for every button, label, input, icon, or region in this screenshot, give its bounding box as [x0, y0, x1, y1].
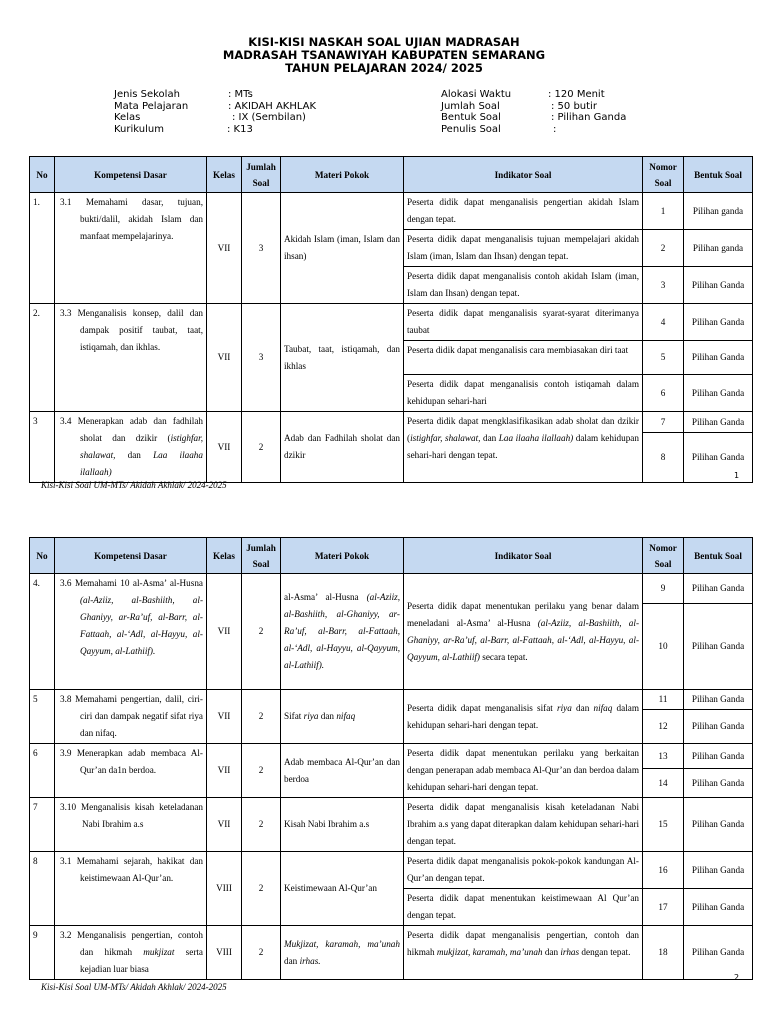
cell-indikator: Peserta didik dapat menentukan perilaku yang berkaitan dengan penerapan adab membaca Al-Qur’an dan berdoa dalam kehidupan sehari-hari dengan tepat. — [404, 744, 643, 798]
ind-italic: nifaq — [593, 702, 613, 713]
cell-nomor: 12 — [643, 710, 684, 744]
meta-value: : MTs — [228, 89, 253, 100]
meta-label: Bentuk Soal — [441, 112, 501, 123]
cell-kd — [55, 744, 207, 798]
cell-kelas: VII — [207, 690, 242, 744]
cell-nomor: 6 — [643, 375, 684, 412]
col-header-nomor — [643, 538, 684, 574]
meta-value: : IX (Sembilan) — [232, 112, 306, 123]
cell-bentuk: Pilihan Ganda — [684, 604, 753, 690]
cell-nomor: 15 — [643, 798, 684, 852]
cell-no: 5 — [30, 690, 55, 744]
cell-nomor: 13 — [643, 744, 684, 769]
cell-bentuk: Pilihan Ganda — [684, 852, 753, 889]
table-row — [30, 574, 753, 604]
col-header-kd: Kompetensi Dasar — [55, 538, 207, 574]
meta-label: Kurikulum — [114, 123, 164, 135]
col-header-nomor-b: Soal — [654, 177, 672, 188]
cell-kd — [55, 690, 207, 744]
kd-italic: mukjizat — [143, 947, 175, 957]
cell-bentuk: Pilihan Ganda — [684, 433, 753, 483]
table-row — [30, 304, 753, 341]
cell-indikator — [404, 926, 643, 980]
cell-no: 9 — [30, 926, 55, 980]
cell-nomor: 16 — [643, 852, 684, 889]
cell-no: 1. — [30, 193, 55, 304]
col-header-jumlah-b: Soal — [252, 558, 270, 569]
doc-title-line3: TAHUN PELAJARAN 2024/ 2025 — [285, 61, 483, 75]
cell-no: 8 — [30, 852, 55, 926]
ind-italic: riya — [557, 702, 572, 713]
ind-italic: irhas — [560, 947, 580, 957]
cell-nomor: 3 — [643, 267, 684, 304]
materi-italic: Mukjizat, karamah, ma’unah — [284, 938, 400, 949]
table-row — [30, 926, 753, 980]
cell-indikator: Peserta didik dapat menganalisis cara membiasakan diri taat — [404, 341, 643, 375]
kisi-table-page2 — [29, 537, 753, 980]
ind-part: dalam kehidupan sehari-hari dengan tepat. — [407, 702, 640, 730]
page-number: 2 — [734, 973, 740, 982]
cell-nomor: 17 — [643, 889, 684, 926]
table-row — [30, 412, 753, 433]
cell-kd — [55, 193, 207, 304]
doc-title-line2: MADRASAH TSANAWIYAH KABUPATEN SEMARANG — [222, 48, 546, 62]
page-number: 1 — [734, 471, 740, 480]
meta-value: : AKIDAH AKHLAK — [228, 100, 317, 112]
cell-bentuk: Pilihan Ganda — [684, 769, 753, 798]
kd-text: 3.9 Menerapkan adab membaca Al-Qur’an da1n berdoa. — [60, 748, 203, 775]
ind-part: Peserta didik dapat menganalisis sifat — [407, 702, 558, 713]
doc-title-line1: KISI-KISI NASKAH SOAL UJIAN MADRASAH — [248, 35, 520, 49]
meta-value: : Pilihan Ganda — [551, 112, 627, 123]
kd-italic: Laa ilaaha ilallaah) — [80, 450, 203, 477]
cell-kd — [55, 574, 207, 690]
col-header-indikator: Indikator Soal — [404, 157, 643, 193]
cell-no: 2. — [30, 304, 55, 412]
cell-jumlah: 2 — [242, 574, 281, 690]
cell-bentuk: Pilihan Ganda — [684, 926, 753, 980]
col-header-nomor-b: Soal — [654, 558, 672, 569]
meta-label: Jumlah Soal — [441, 100, 500, 112]
col-header-nomor-a: Nomor — [649, 542, 677, 553]
meta-right — [441, 89, 626, 135]
meta-value: : 50 butir — [551, 100, 597, 112]
cell-no: 6 — [30, 744, 55, 798]
meta-label: Penulis Soal — [441, 123, 501, 135]
col-header-bentuk: Bentuk Soal — [684, 157, 753, 193]
col-header-jumlah-b: Soal — [252, 177, 270, 188]
materi-part: Sifat — [284, 711, 304, 721]
cell-nomor: 8 — [643, 433, 684, 483]
cell-nomor: 14 — [643, 769, 684, 798]
cell-bentuk: Pilihan Ganda — [684, 690, 753, 710]
kd-text — [58, 413, 203, 481]
materi-part: al-Asma’ al-Husna — [284, 592, 367, 602]
ind-part: Peserta didik dapat menentukan perilaku yang benar dalam meneladani al-Asma’ al-Husna — [407, 600, 639, 628]
kd-text: 3.10 Menganalisis kisah keteladanan Nabi Ibrahim a.s — [60, 802, 203, 829]
cell-materi: Taubat, taat, istiqamah, dan ikhlas — [281, 304, 404, 412]
meta-label: Kelas — [114, 112, 141, 123]
col-header-kelas: Kelas — [207, 157, 242, 193]
col-header-nomor — [643, 157, 684, 193]
col-header-kd: Kompetensi Dasar — [55, 157, 207, 193]
kd-part: 3.2 Menganalisis pengertian, contoh dan hikmah — [60, 930, 203, 957]
ind-part: dan — [542, 947, 561, 957]
cell-kelas: VIII — [207, 852, 242, 926]
cell-kd — [55, 926, 207, 980]
cell-materi: Akidah Islam (iman, Islam dan ihsan) — [281, 193, 404, 304]
materi-italic: nifaq — [336, 711, 356, 721]
meta-value: : K13 — [227, 123, 253, 135]
cell-no: 3 — [30, 412, 55, 483]
ind-part: dan — [480, 433, 499, 443]
ind-part: dalam kehidupan sehari-hari dengan tepat. — [407, 433, 639, 460]
cell-nomor: 2 — [643, 230, 684, 267]
cell-bentuk: Pilihan Ganda — [684, 574, 753, 604]
kd-part: 3.4 Menerapkan adab dan fadhilah sholat dan dzikir ( — [60, 416, 203, 443]
col-header-materi: Materi Pokok — [281, 538, 404, 574]
cell-nomor: 18 — [643, 926, 684, 980]
cell-indikator: Peserta didik dapat menganalisis tujuan mempelajari akidah Islam (iman, Islam dan Ihsan) dengan tepat. — [404, 230, 643, 267]
cell-jumlah: 3 — [242, 304, 281, 412]
cell-bentuk: Pilihan ganda — [684, 193, 753, 230]
cell-indikator: Peserta didik dapat menganalisis kisah keteladanan Nabi Ibrahim a.s yang dapat diterapkan dalam kehidupan sehari-hari dengan tepat. — [404, 798, 643, 852]
cell-indikator: Peserta didik dapat menganalisis pokok-pokok kandungan Al-Qur’an dengan tepat. — [404, 852, 643, 889]
cell-kelas: VII — [207, 798, 242, 852]
cell-materi: Adab membaca Al-Qur’an dan berdoa — [281, 744, 404, 798]
cell-jumlah: 3 — [242, 193, 281, 304]
table-row — [30, 744, 753, 769]
kd-text — [58, 575, 203, 660]
cell-jumlah: 2 — [242, 926, 281, 980]
materi-italic: irhas. — [299, 955, 321, 966]
meta-left — [114, 89, 316, 135]
cell-kelas: VII — [207, 193, 242, 304]
cell-nomor: 7 — [643, 412, 684, 433]
cell-indikator — [404, 412, 643, 483]
cell-bentuk: Pilihan Ganda — [684, 267, 753, 304]
cell-kelas: VII — [207, 574, 242, 690]
cell-materi: Kisah Nabi Ibrahim a.s — [281, 798, 404, 852]
cell-kelas: VII — [207, 744, 242, 798]
cell-nomor: 9 — [643, 574, 684, 604]
cell-bentuk: Pilihan Ganda — [684, 710, 753, 744]
cell-materi — [281, 574, 404, 690]
cell-indikator: Peserta didik dapat menganalisis syarat-syarat diterimanya taubat — [404, 304, 643, 341]
ind-part: Peserta didik dapat menganalisis pengertian, contoh dan hikmah — [407, 930, 639, 957]
cell-jumlah: 2 — [242, 798, 281, 852]
cell-nomor: 10 — [643, 604, 684, 690]
cell-nomor: 11 — [643, 690, 684, 710]
ind-italic: (al-Aziiz, al-Bashiith, al-Ghaniyy, ar-Ra’uf, al-Barr, al-Fattaah, al-‘Adl, al-Hayyu, al-Qayyum, al-Lathiif) — [407, 617, 640, 662]
cell-kelas: VII — [207, 304, 242, 412]
kd-text: 3.1 Memahami sejarah, hakikat dan keistimewaan Al-Qur’an. — [60, 856, 203, 883]
cell-indikator: Peserta didik dapat menganalisis pengertian akidah Islam dengan tepat. — [404, 193, 643, 230]
col-header-no: No — [30, 538, 55, 574]
kd-text: 3.3 Menganalisis konsep, dalil dan dampak positif taubat, taat, istiqamah, dan ikhlas. — [60, 308, 203, 352]
meta-label: Mata Pelajaran — [114, 100, 189, 112]
materi-italic: (al-Aziiz, al-Bashiith, al-Ghaniyy, ar-Ra’uf, al-Barr, al-Fattaah, al-‘Adl, al-Hayyu, al-Qayyum, al-Lathiif). — [284, 592, 400, 670]
materi-part: dan — [284, 955, 300, 966]
cell-kelas: VII — [207, 412, 242, 483]
kd-text: 3.8 Memahami pengertian, dalil, ciri-ciri dan dampak negatif sifat riya dan nifaq. — [60, 694, 203, 738]
materi-part: dan — [318, 711, 337, 721]
table-header-row — [30, 538, 753, 574]
table-row — [30, 690, 753, 710]
col-header-bentuk: Bentuk Soal — [684, 538, 753, 574]
col-header-indikator: Indikator Soal — [404, 538, 643, 574]
ind-part: dan — [571, 702, 594, 713]
ind-italic: mukjizat, karamah, ma’unah — [436, 947, 543, 957]
cell-nomor: 5 — [643, 341, 684, 375]
ind-part: Peserta didik dapat mengklasifikasikan adab sholat dan dzikir ( — [407, 416, 639, 443]
cell-jumlah: 2 — [242, 852, 281, 926]
col-header-materi: Materi Pokok — [281, 157, 404, 193]
meta-value: : — [553, 123, 557, 135]
meta-label: Jenis Sekolah — [114, 89, 180, 100]
cell-bentuk: Pilihan Ganda — [684, 304, 753, 341]
cell-bentuk: Pilihan ganda — [684, 230, 753, 267]
table-row — [30, 193, 753, 230]
cell-indikator: Peserta didik dapat menganalisis contoh istiqamah dalam kehidupan sehari-hari — [404, 375, 643, 412]
kd-part: dan — [115, 450, 154, 460]
col-header-kelas: Kelas — [207, 538, 242, 574]
ind-italic: Laa ilaaha ilallaah) — [498, 433, 574, 443]
cell-indikator — [404, 690, 643, 744]
cell-jumlah: 2 — [242, 690, 281, 744]
meta-value: : 120 Menit — [548, 89, 605, 100]
cell-kd — [55, 412, 207, 483]
cell-jumlah: 2 — [242, 412, 281, 483]
cell-materi: Adab dan Fadhilah sholat dan dzikir — [281, 412, 404, 483]
cell-bentuk: Pilihan Ganda — [684, 798, 753, 852]
col-header-jumlah-a: Jumlah — [246, 542, 276, 553]
cell-materi: Keistimewaan Al-Qur’an — [281, 852, 404, 926]
table-header-row — [30, 157, 753, 193]
meta-label: Alokasi Waktu — [441, 89, 512, 100]
table-row — [30, 798, 753, 852]
cell-bentuk: Pilihan Ganda — [684, 744, 753, 769]
col-header-no: No — [30, 157, 55, 193]
table-row — [30, 852, 753, 889]
cell-nomor: 1 — [643, 193, 684, 230]
cell-bentuk: Pilihan Ganda — [684, 412, 753, 433]
cell-indikator: Peserta didik dapat menganalisis contoh akidah Islam (iman, Islam dan Ihsan) dengan tepat. — [404, 267, 643, 304]
cell-bentuk: Pilihan Ganda — [684, 889, 753, 926]
cell-indikator — [404, 574, 643, 690]
col-header-jumlah-a: Jumlah — [246, 161, 276, 172]
cell-indikator: Peserta didik dapat menentukan keistimewaan Al Qur’an dengan tepat. — [404, 889, 643, 926]
ind-italic: istighfar, shalawat, — [410, 433, 481, 443]
materi-italic: riya — [303, 711, 319, 721]
kd-part: serta kejadian luar biasa — [80, 947, 204, 974]
cell-jumlah: 2 — [242, 744, 281, 798]
cell-kd — [55, 852, 207, 926]
cell-bentuk: Pilihan Ganda — [684, 341, 753, 375]
col-header-nomor-a: Nomor — [649, 161, 677, 172]
cell-no: 4. — [30, 574, 55, 690]
cell-materi — [281, 926, 404, 980]
page-footer: Kisi-Kisi Soal UM-MTs/ Akidah Akhlak/ 2024-2025 — [41, 982, 227, 992]
cell-kelas: VIII — [207, 926, 242, 980]
page-footer: Kisi-Kisi Soal UM-MTs/ Akidah Akhlak/ 2024-2025 — [41, 480, 227, 490]
kisi-table-page1 — [29, 156, 753, 483]
cell-no: 7 — [30, 798, 55, 852]
cell-bentuk: Pilihan Ganda — [684, 375, 753, 412]
ind-part: dengan tepat. — [579, 947, 631, 957]
cell-kd — [55, 798, 207, 852]
col-header-jumlah — [242, 538, 281, 574]
kd-text — [58, 927, 203, 978]
cell-nomor: 4 — [643, 304, 684, 341]
cell-kd — [55, 304, 207, 412]
kd-part: 3.6 Memahami 10 al-Asma’ al-Husna — [60, 578, 203, 588]
kd-italic: (al-Aziiz, al-Bashiith, al-Ghaniyy, ar-Ra’uf, al-Barr, al-Fattaah, al-‘Adl, al-Hayyu, al-Qayyum, al-Lathiif). — [80, 595, 203, 656]
ind-part: secara tepat. — [479, 651, 528, 662]
cell-materi — [281, 690, 404, 744]
kd-text: 3.1 Memahami dasar, tujuan, bukti/dalil, akidah Islam dan manfaat mempelajarinya. — [60, 197, 203, 241]
col-header-jumlah — [242, 157, 281, 193]
kd-italic: istighfar, shalawat, — [80, 433, 203, 460]
